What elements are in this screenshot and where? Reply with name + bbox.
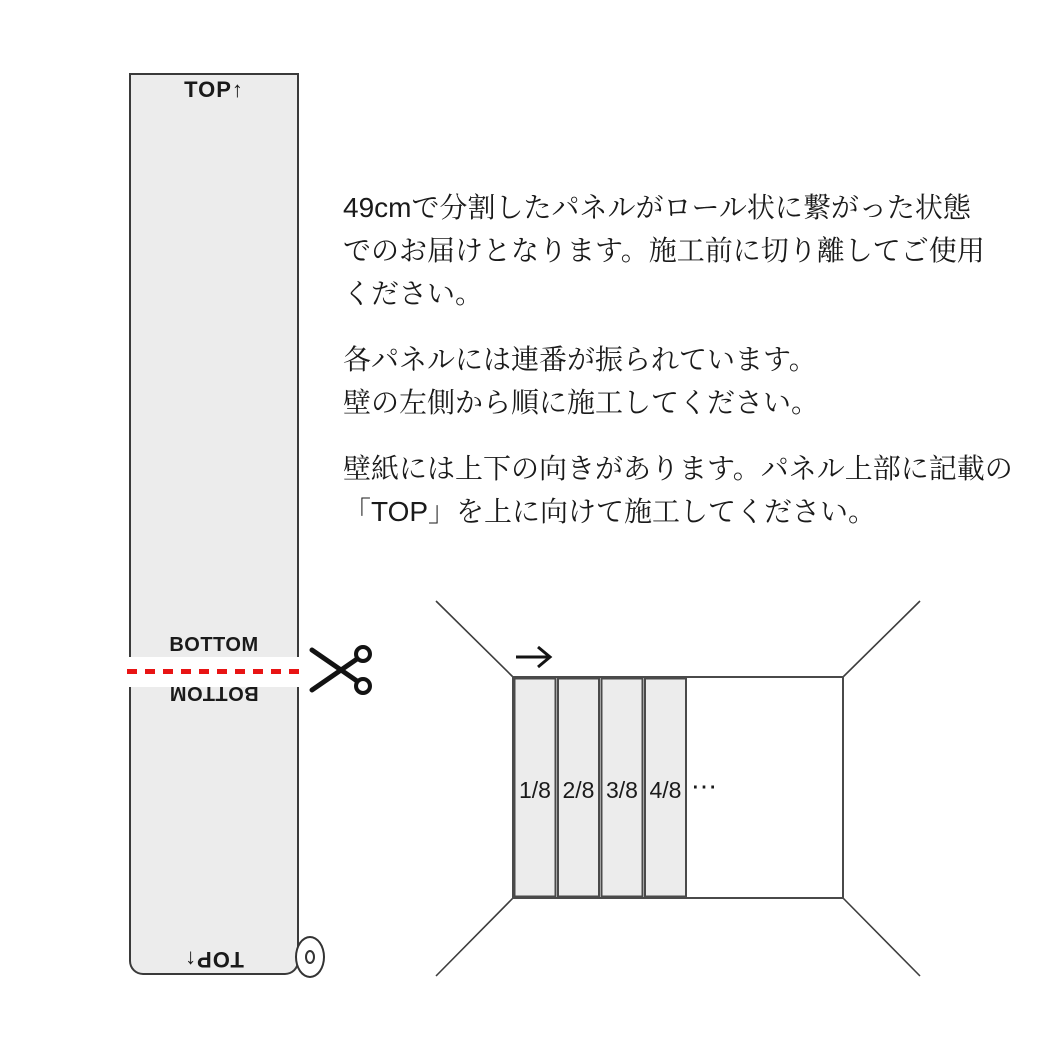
text-line: 壁の左側から順に施工してください。	[343, 387, 820, 418]
direction-arrow-icon	[516, 647, 550, 667]
panel-top-label-flipped: TOP↑	[184, 947, 244, 972]
wall-panel-label: 1/8	[519, 777, 551, 803]
instruction-text	[343, 186, 1013, 556]
paragraph-numbering	[343, 338, 993, 424]
text-line: 各パネルには連番が振られています。	[343, 344, 817, 375]
roll-core-hole-icon	[305, 950, 315, 964]
wallpaper-panel-upper-segment	[129, 73, 299, 657]
panel-bottom-label: BOTTOM	[169, 634, 259, 656]
panel-top-label: TOP↑	[184, 77, 244, 102]
cut-dashed-line	[127, 669, 299, 674]
text-line: でのお届けとなります。施工前に切り離してご使用	[343, 235, 985, 266]
wall-perspective-diagram	[430, 595, 926, 981]
scissors-icon	[309, 641, 375, 699]
text-line: 壁紙には上下の向きがあります。パネル上部に記載の	[343, 453, 1013, 484]
wall-panel-label: 3/8	[606, 777, 638, 803]
wall-panel-label: 2/8	[562, 777, 595, 803]
text-line: 49cmで分割したパネルがロール状に繋がった状態	[343, 192, 971, 223]
wall-panel-label: 4/8	[649, 777, 682, 803]
panel-bottom-label-flipped: BOTTOM	[169, 682, 259, 704]
paragraph-delivery	[343, 186, 993, 315]
text-line: 「TOP」を上に向けて施工してください。	[343, 496, 877, 527]
text-line: ください。	[343, 278, 484, 309]
continuation-ellipsis: ⋯	[691, 771, 717, 801]
wallpaper-panel-lower-segment	[129, 687, 299, 975]
paragraph-orientation	[343, 447, 1013, 533]
